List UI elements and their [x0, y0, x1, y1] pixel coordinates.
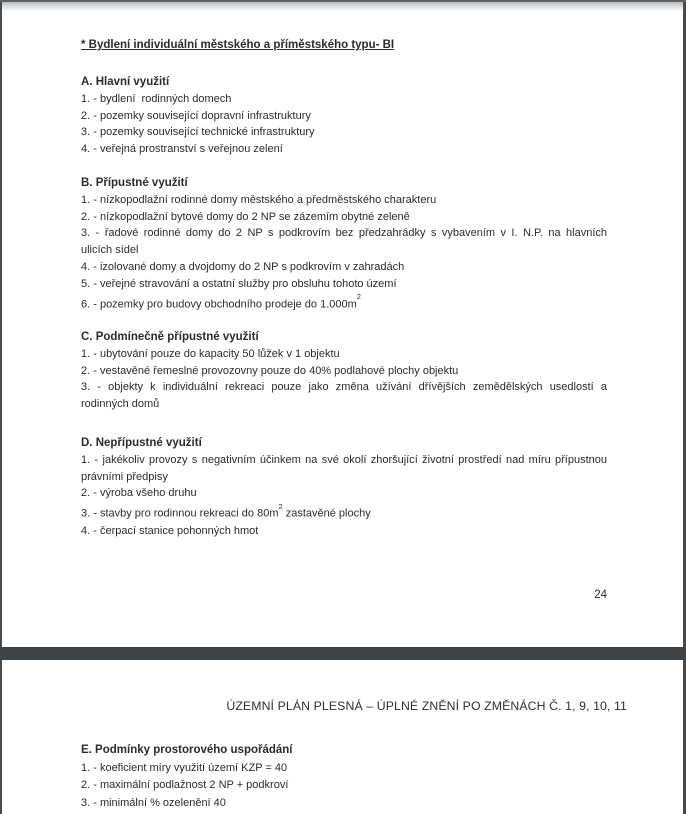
text-line — [81, 259, 607, 276]
text-line — [81, 346, 607, 363]
superscript: 2 — [278, 501, 283, 511]
text-segment: 3. - objekty k individuální rekreaci pouze jako změna užívání dřívějších zemědělských usedlostí a — [81, 381, 607, 394]
text-segment: 5. - veřejné stravování a ostatní služby pro obsluhu tohoto území — [81, 277, 397, 290]
viewer-top-edge — [0, 0, 686, 2]
section-heading: B. Přípustné využití — [81, 177, 188, 189]
text-segment: 1. - koeficient míry využití území KZP = 40 — [81, 761, 288, 774]
section-heading: E. Podmínky prostorového uspořádání — [81, 744, 293, 756]
page2-running-header: ÚZEMNÍ PLÁN PLESNÁ – ÚPLNÉ ZNĚNÍ PO ZMĚNÁCH Č. 1, 9, 10, 11 — [226, 699, 627, 713]
section-items — [81, 91, 607, 158]
text-segment: právními předpisy — [81, 470, 168, 483]
text-line — [81, 485, 607, 502]
text-segment: 4. - izolované domy a dvojdomy do 2 NP s podkrovím v zahradách — [81, 260, 405, 273]
text-segment: 2. - pozemky související dopravní infrastruktury — [81, 109, 311, 122]
text-segment: zastavěné plochy — [282, 507, 371, 520]
text-line — [81, 452, 607, 469]
text-segment: 3. - stavby pro rodinnou rekreaci do 80m — [81, 507, 279, 520]
page-break-gap — [0, 647, 686, 660]
section-items — [81, 346, 607, 413]
text-line — [81, 379, 607, 396]
text-line — [81, 502, 607, 522]
text-segment: 4. - veřejná prostranství s veřejnou zelení — [81, 143, 283, 156]
text-line — [81, 760, 607, 778]
section-heading: A. Hlavní využití — [81, 76, 170, 88]
text-segment: 1. - ubytování pouze do kapacity 50 lůžek v 1 objektu — [81, 347, 340, 360]
text-segment: ulicích sídel — [81, 244, 139, 257]
text-segment: 1. - jakékoliv provozy s negativním účinkem na své okolí zhoršující životní prostředí nad míru přípustnou — [81, 453, 607, 466]
text-line — [81, 469, 607, 486]
text-segment: 2. - nízkopodlažní bytové domy do 2 NP se zázemím obytné zeleně — [81, 210, 410, 223]
text-segment: 3. - pozemky související technické infrastruktury — [81, 126, 315, 139]
section-items — [81, 192, 607, 313]
text-line — [81, 242, 607, 259]
text-line — [81, 795, 607, 813]
viewer-left-edge — [0, 0, 2, 814]
text-line — [81, 209, 607, 226]
text-line — [81, 91, 607, 108]
text-line — [81, 523, 607, 540]
section-items — [81, 760, 607, 813]
page-top-shadow — [0, 2, 686, 11]
text-line — [81, 108, 607, 125]
text-line — [81, 396, 607, 413]
section-heading: C. Podmínečně přípustné využití — [81, 331, 259, 343]
text-line — [81, 192, 607, 209]
text-line — [81, 124, 607, 141]
section-hlavni-vyuziti — [81, 74, 607, 158]
text-segment: 3. - řadové rodinné domy do 2 NP s podkrovím bez předzahrádky s vybavením v I. N.P. na hlavních — [81, 227, 607, 240]
section-podminky-prostoroveho-usporadani — [81, 742, 607, 812]
text-segment: 2. - maximální podlažnost 2 NP + podkroví — [81, 779, 289, 792]
text-segment: 2. - vestavěné řemeslné provozovny pouze do 40% podlahové plochy objektu — [81, 364, 459, 377]
page-number: 24 — [594, 589, 607, 601]
text-segment: 3. - minimální % ozelenění 40 — [81, 796, 226, 809]
text-line — [81, 777, 607, 795]
section-podminecne-pripustne-vyuziti — [81, 329, 607, 413]
section-pripustne-vyuziti — [81, 175, 607, 313]
text-segment: 2. - výroba všeho druhu — [81, 487, 197, 500]
section-items — [81, 452, 607, 540]
text-segment: 1. - bydlení rodinných domech — [81, 92, 232, 105]
text-line — [81, 363, 607, 380]
text-line — [81, 225, 607, 242]
document-title: * Bydlení individuální městského a příměstského typu- BI — [81, 39, 395, 51]
text-segment: 1. - nízkopodlažní rodinné domy městského a předměstského charakteru — [81, 193, 437, 206]
text-line — [81, 276, 607, 293]
section-heading: D. Nepřípustné využití — [81, 437, 202, 449]
section-nepripustne-vyuziti — [81, 435, 607, 539]
text-segment: 6. - pozemky pro budovy obchodního prodeje do 1.000m — [81, 298, 357, 311]
text-line — [81, 141, 607, 158]
text-line — [81, 293, 607, 313]
text-segment: 4. - čerpací stanice pohonných hmot — [81, 524, 259, 537]
text-segment: rodinných domů — [81, 398, 160, 411]
superscript: 2 — [356, 292, 361, 302]
